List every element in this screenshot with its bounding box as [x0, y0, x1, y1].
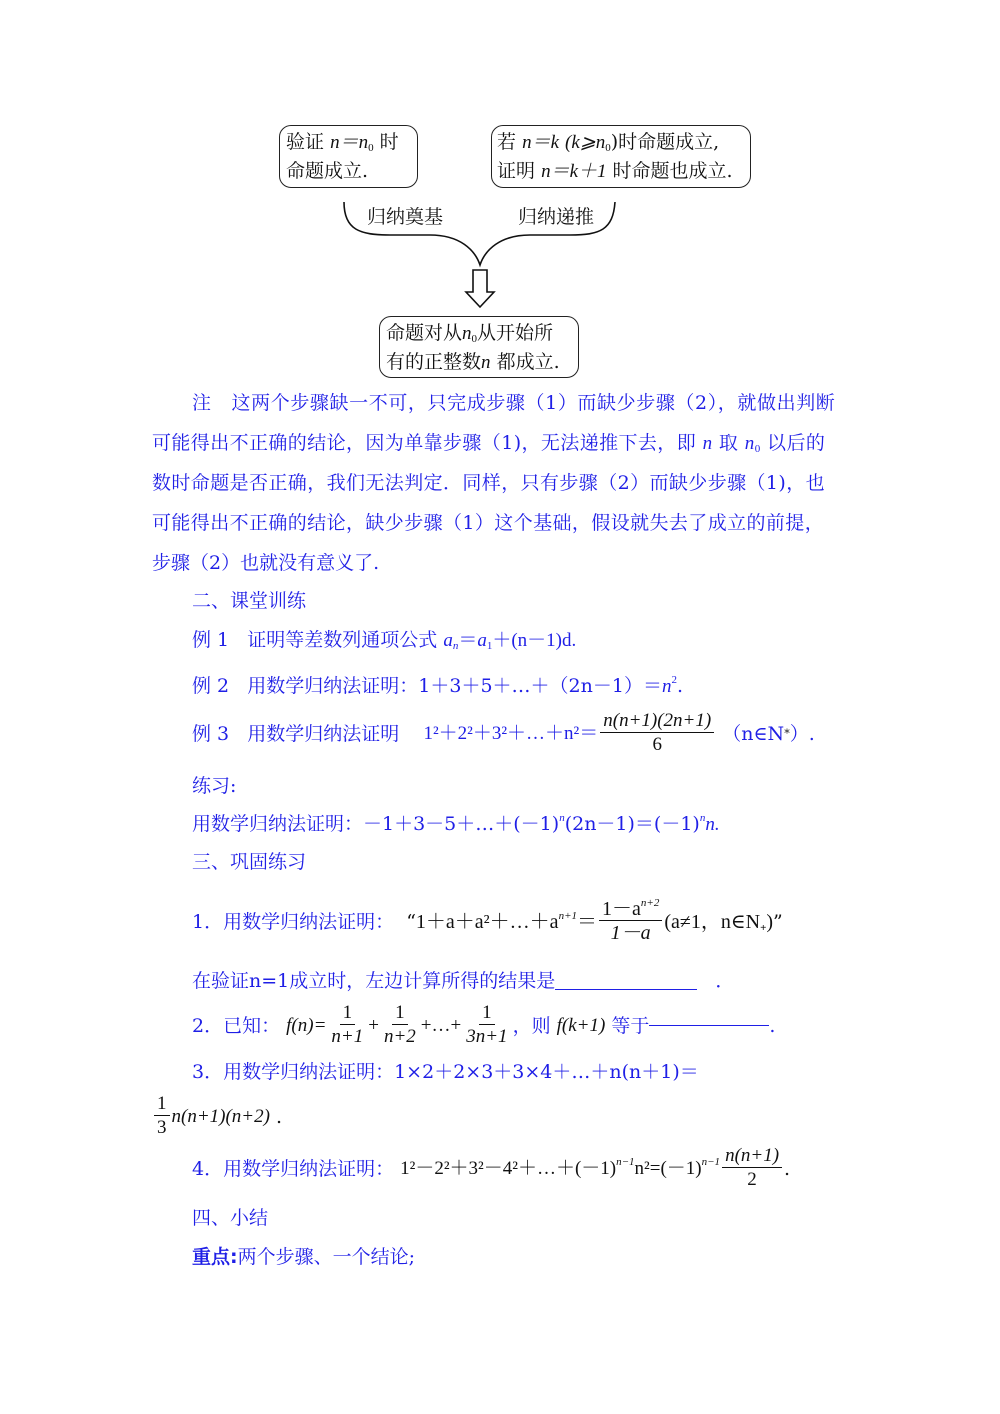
- conclusion-line2: 有的正整数n 都成立.: [386, 351, 560, 373]
- q4-fraction: $\frac{n(n+1)}{2}$: [722, 1145, 782, 1192]
- practice-heading: 练习:: [192, 775, 237, 797]
- q3-fraction: $\frac{1}{3}$: [154, 1093, 170, 1140]
- conclusion-box: [379, 316, 579, 378]
- key-points: 重点:两个步骤、一个结论;: [192, 1246, 416, 1268]
- section2-heading: 二、课堂训练: [192, 590, 307, 612]
- question-1: 1． 用数学归纳法证明： “ $1+a+a^2+\dots+a^{n+1}=$ $\frac{1-a^{n+2}}{1-a}$ (a≠1，$n\in N_+$) ”: [192, 897, 783, 944]
- note-line-2: 可能得出不正确的结论，因为单靠步骤（1)，无法递推下去，即 n 取 $n_0$ 以后的: [152, 432, 826, 455]
- key-points-label: 重点:: [192, 1246, 238, 1268]
- section4-heading: 四、小结: [192, 1207, 269, 1229]
- base-case-line2: 命题成立.: [286, 160, 369, 182]
- note-line-1: 注 这两个步骤缺一不可，只完成步骤（1）而缺少步骤（2），就做出判断: [192, 392, 836, 414]
- question-1-line-2: 在验证n=1成立时，左边计算所得的结果是 ．: [192, 970, 735, 992]
- answer-blank-2[interactable]: [649, 1025, 769, 1026]
- question-4: 4． 用数学归纳法证明： $1^2-2^2+3^2-4^2+\dots+(-1)^{n-1}n^2=(-1)^{n-1}$ $\frac{n(n+1)}{2}$ .: [192, 1145, 791, 1190]
- example-3: 例 3 用数学归纳法证明 1²＋2²＋3²＋…＋n²＝ $\frac{n(n+1)(2n+1)}{6}$ （n∈N * ）.: [192, 710, 815, 755]
- down-arrow-icon: [466, 270, 494, 307]
- inductive-step-line2: 证明 n＝k＋1 时命题也成立.: [497, 160, 733, 182]
- question-2: 2． 已知： f(n)= $\frac{1}{n+1}$ + $\frac{1}{n+2}$ +…+ $\frac{1}{3n+1}$ ，则 f(k+1) 等于 .: [192, 1002, 776, 1047]
- practice-problem: 用数学归纳法证明：$-1+3-5+\dots+(-1)^n(2n-1)=(-1)^nn$.: [192, 812, 720, 835]
- question-3: 3．用数学归纳法证明：1×2＋2×3＋3×4＋…＋n(n＋1)＝: [192, 1061, 699, 1083]
- inductive-step-line1: 若 n＝k $(k⩾n_0)$时命题成立,: [497, 131, 720, 154]
- note-line-4: 可能得出不正确的结论，缺少步骤（1）这个基础，假设就失去了成立的前提，: [152, 512, 825, 534]
- base-case-box: [279, 125, 418, 188]
- base-label: 归纳奠基: [367, 206, 444, 228]
- answer-blank-1[interactable]: [555, 989, 697, 990]
- conclusion-line1: 命题对从$n_0$从开始所: [386, 322, 554, 345]
- q2-term-3: $\frac{1}{3n+1}$: [466, 1002, 508, 1047]
- note-line-5: 步骤（2）也就没有意义了.: [152, 552, 380, 574]
- note-line-3: 数时命题是否正确，我们无法判定．同样，只有步骤（2）而缺少步骤（1)，也: [152, 472, 825, 494]
- q2-term-1: $\frac{1}{n+1}$: [331, 1002, 364, 1047]
- question-1-fraction: $\frac{1-a^{n+2}}{1-a}$: [599, 898, 662, 945]
- inductive-step-box: [491, 125, 751, 188]
- example-1: 例 1 证明等差数列通项公式 $a_n=a_1+(n-1)d$.: [192, 629, 577, 652]
- section3-heading: 三、巩固练习: [192, 851, 307, 873]
- q2-term-2: $\frac{1}{n+2}$: [383, 1002, 416, 1047]
- example-3-fraction: $\frac{n(n+1)(2n+1)}{6}$: [600, 710, 714, 757]
- example-2: 例 2 用数学归纳法证明：$1+3+5+\dots+(2n-1)=n^2$.: [192, 674, 683, 697]
- base-case-line1: 验证 $n=n_0$ 时: [286, 131, 399, 154]
- question-3-line-2: $\frac{1}{3}$ n(n+1)(n+2) .: [152, 1093, 282, 1140]
- step-label: 归纳递推: [518, 206, 595, 228]
